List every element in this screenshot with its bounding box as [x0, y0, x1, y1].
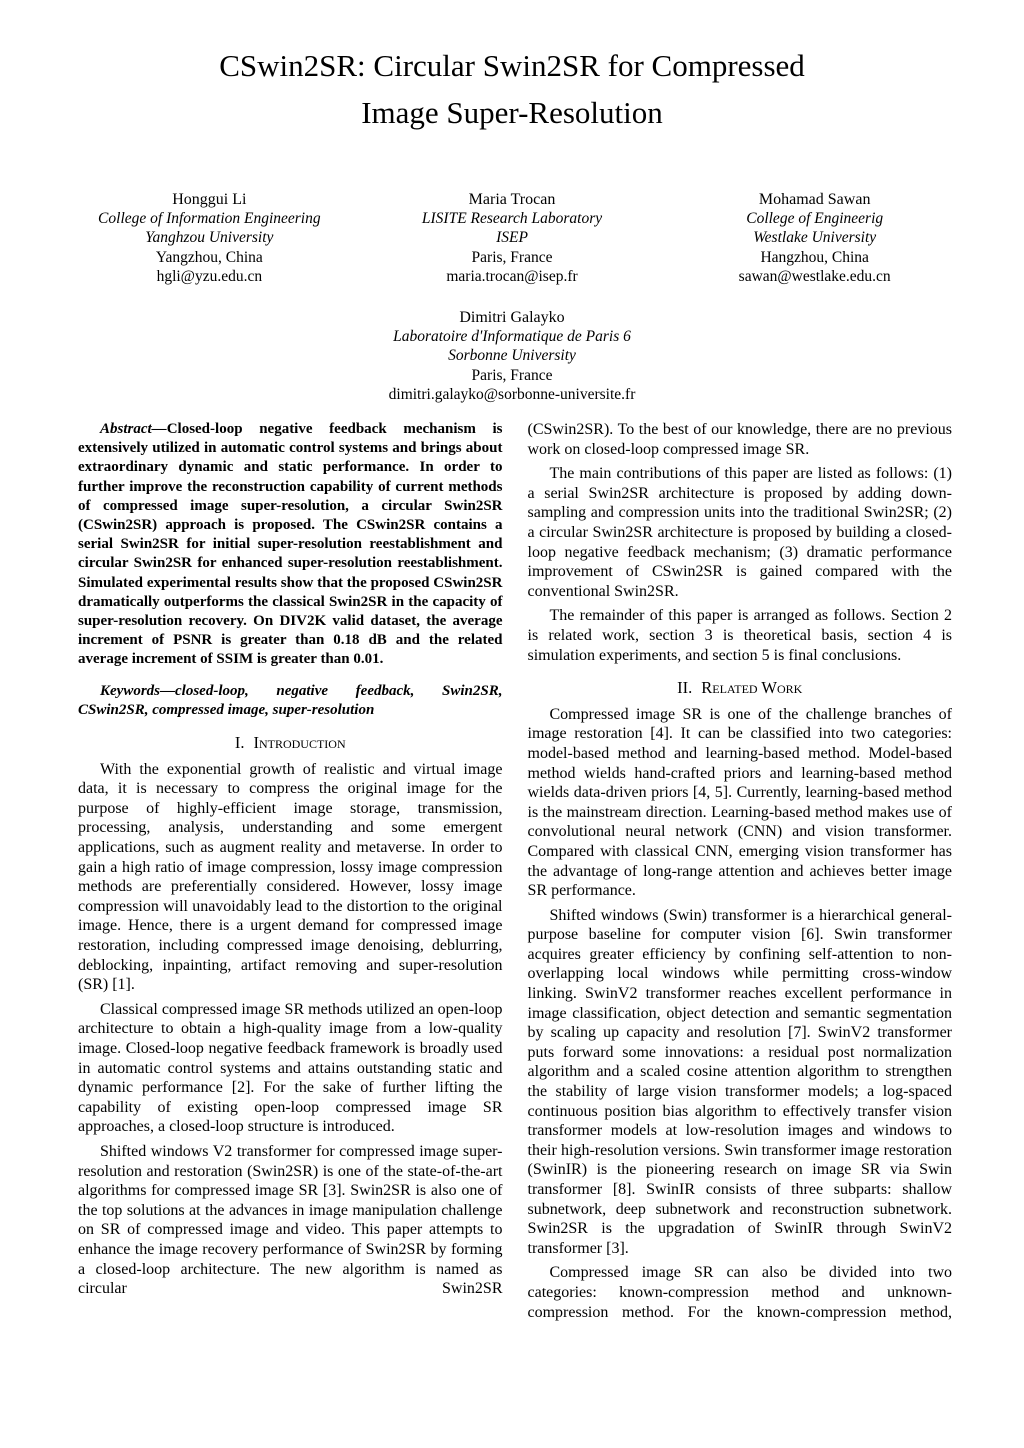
intro-paragraph-3: Shifted windows V2 transformer for compressed image super-resolution and restoration (Swin2SR) is one of the state-of-the-art algorithms for compressed image SR [3]. Swin2SR is also one of the top solutions at the advances in image manipulation challenge on SR of compressed image and video. This paper attempts to enhance the image recovery performance of Swin2SR by forming a closed-loop architecture. The new algorithm is named as circular Swin2SR [78, 1142, 503, 1298]
section-heading-related-work [528, 678, 953, 698]
paper-title [0, 0, 1024, 136]
related-work-paragraph-2: Shifted windows (Swin) transformer is a hierarchical general-purpose baseline for computer vision [6]. Swin transformer acquires greater efficiency by confining self-attention to non-overlapping local windows while permitting cross-window linking. SwinV2 transformer reaches excellent performance in image classification, object detection and semantic segmentation by scaling up capacity and resolution [7]. SwinV2 transformer puts forward some innovations: a residual post normalization algorithm and a scaled cosine attention algorithm to strengthen the stability of large vision transformer models; a log-spaced continuous position bias algorithm to effectively transfer vision transformer models at low-resolution images and windows to their high-resolution versions. Swin transformer image restoration (SwinIR) is the pioneering research on image SR via Swin transformer [8]. SwinIR consists of three subparts: shallow subnetwork, deep subnetwork and reconstruction subnetwork. Swin2SR is the upgradation of SwinIR through SwinV2 transformer [3]. [527, 906, 952, 1257]
author-affiliation: College of Engineerig [746, 210, 884, 228]
author-name: Maria Trocan [468, 191, 556, 208]
author-email: dimitri.galayko@sorbonne-universite.fr [388, 385, 636, 403]
author-email: sawan@westlake.edu.cn [738, 267, 891, 285]
section-number: II. [677, 678, 693, 698]
author-university: Westlake University [753, 229, 877, 247]
paper-title-line2: Image Super-Resolution [361, 95, 663, 130]
author-name: Dimitri Galayko [459, 309, 565, 327]
author-affiliation: LISITE Research Laboratory [421, 210, 603, 228]
keywords-paragraph [78, 682, 503, 720]
author-email: hgli@yzu.edu.cn [156, 267, 263, 285]
abstract-label: Abstract— [100, 421, 167, 438]
related-work-paragraph-1: Compressed image SR is one of the challenge branches of image restoration [4]. It can be classified into two categories: model-based method and learning-based method. Model-based method wields hand-crafted priors and learning-based method wields data-driven priors [4, 5]. Currently, learning-based method is the mainstream direction. Learning-based method makes use of convolutional neural network (CNN) and vision transformer. Compared with classical CNN, emerging vision transformer has the advantage of long-range attention and achieves better image SR performance. [527, 705, 952, 900]
section-title: Introduction [253, 733, 346, 753]
section-heading-introduction [78, 733, 503, 753]
intro-paragraph-2: Classical compressed image SR methods utilized an open-loop architecture to obtain a high-quality image from a low-quality image. Closed-loop negative feedback framework is broadly used in automatic control systems and attains outstanding static and dynamic performance [2]. For the sake of further lifting the capability of existing open-loop compressed image SR approaches, a closed-loop structure is introduced. [78, 1000, 503, 1136]
abstract-paragraph [78, 420, 503, 670]
author-block-1 [58, 190, 361, 286]
author-affiliation: College of Information Engineering [98, 210, 321, 228]
left-column [78, 420, 503, 1327]
contributions-paragraph: The main contributions of this paper are listed as follows: (1) a serial Swin2SR architecture is proposed by adding down-sampling and compression units into the traditional Swin2SR; (2) a circular Swin2SR architecture is proposed by building a closed-loop negative feedback mechanism; (3) dramatic performance improvement of CSwin2SR is gained compared with the conventional Swin2SR. [527, 465, 952, 600]
intro-paragraph-1: With the exponential growth of realistic and virtual image data, it is necessary to compress the original image for the purpose of highly-efficient image storage, transmission, processing, analysis, understanding and some emergent applications, such as augment reality and metaverse. In order to gain a high ratio of image compression, lossy image compression methods are preferentially considered. However, lossy image compression will unavoidably lead to the distortion to the original image. Hence, there is a urgent demand for compressed image restoration, including compressed image denoising, deblurring, deblocking, inpainting, artifact removing and super-resolution (SR) [1]. [78, 760, 503, 994]
author-name: Mohamad Sawan [758, 191, 871, 208]
section-number: I. [234, 733, 245, 753]
author-city: Paris, France [471, 248, 553, 266]
author-block-4 [302, 308, 722, 404]
author-block-3 [663, 190, 966, 286]
author-city: Paris, France [471, 366, 553, 384]
author-university: ISEP [496, 229, 528, 247]
keywords-text: closed-loop, negative feedback, Swin2SR, CSwin2SR, compressed image, super-resolution [78, 682, 503, 718]
related-work-paragraph-3: Compressed image SR can also be divided into two categories: known-compression method and unknown-compression method. For the known-compression method, [527, 1264, 952, 1321]
right-column [528, 420, 953, 1327]
author-email: maria.trocan@isep.fr [446, 267, 578, 285]
author-block-2 [361, 190, 664, 286]
keywords-label: Keywords— [100, 682, 175, 699]
author-university: Sorbonne University [448, 347, 576, 365]
authors-row [58, 190, 966, 286]
paper-title-line1: CSwin2SR: Circular Swin2SR for Compressed [219, 48, 805, 83]
author-city: Yangzhou, China [155, 248, 263, 266]
author-city: Hangzhou, China [760, 248, 869, 266]
abstract-text: Closed-loop negative feedback mechanism is extensively utilized in automatic control systems and brings about extraordinary dynamic and static performance. In order to further improve the reconstruction capability of current methods of compressed image super-resolution, a circular Swin2SR (CSwin2SR) approach is proposed. The CSwin2SR contains a serial Swin2SR for initial super-resolution reestablishment and circular Swin2SR for enhanced super-resolution reestablishment. Simulated experimental results show that the proposed CSwin2SR dramatically outperforms the classical Swin2SR in the capacity of super-resolution recovery. On DIV2K valid dataset, the average increment of PSNR is greater than 0.18 dB and the related average increment of SSIM is greater than 0.01. [78, 421, 503, 668]
author-affiliation: Laboratoire d'Informatique de Paris 6 [393, 328, 631, 346]
section-title: Related Work [701, 678, 803, 698]
author-name: Honggui Li [172, 191, 247, 208]
paper-outline-paragraph: The remainder of this paper is arranged as follows. Section 2 is related work, section 3 is theoretical basis, section 4 is simulation experiments, and section 5 is final conclusions. [527, 607, 952, 664]
author-university: Yanghzou University [145, 229, 274, 247]
intro-paragraph-3-continuation: (CSwin2SR). To the best of our knowledge, there are no previous work on closed-loop compressed image SR. [527, 421, 952, 458]
body-columns [78, 420, 952, 1327]
